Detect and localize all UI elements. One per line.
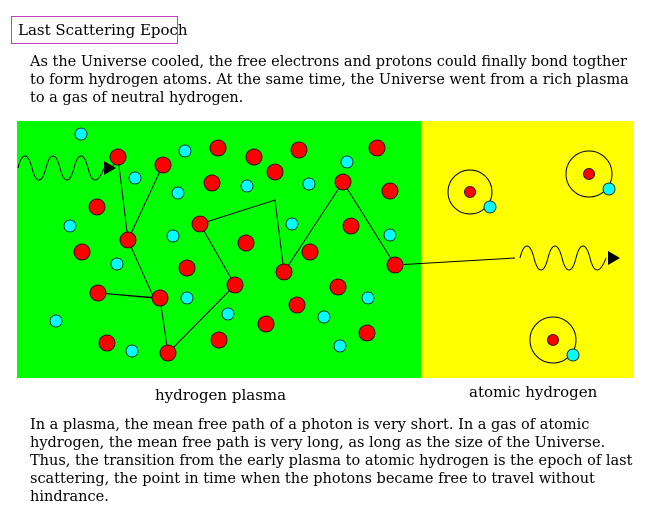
proton [289,297,305,313]
proton [335,174,351,190]
electron [172,187,184,199]
proton [179,260,195,276]
electron [341,156,353,168]
electron [111,258,123,270]
proton [359,325,375,341]
proton [210,140,226,156]
atomic-hydrogen-label: atomic hydrogen [469,383,598,401]
proton [160,345,176,361]
atom-electron [567,349,579,361]
electron [64,220,76,232]
electron [318,311,330,323]
electron [50,315,62,327]
proton [120,232,136,248]
proton [227,277,243,293]
proton [155,157,171,173]
electron [303,178,315,190]
electron [222,308,234,320]
proton [211,332,227,348]
explanation-paragraph: In a plasma, the mean free path of a photon is very short. In a gas of atomic hydrogen, the mean free path is very long, as long as the size of the Universe. Thus, the transition from the early plasma to atomic hydrogen is the epoch of last scattering, the point in time when the photons became free to travel without hindrance. [30,417,633,505]
atomic-hydrogen-region [421,121,634,378]
proton [330,279,346,295]
electron [286,218,298,230]
proton [291,142,307,158]
atom-electron [484,201,496,213]
proton [302,244,318,260]
proton [89,199,105,215]
proton [152,290,168,306]
electron [362,292,374,304]
proton [74,244,90,260]
electron [384,229,396,241]
atom-proton [584,169,595,180]
electron [179,145,191,157]
proton [90,285,106,301]
electron [334,340,346,352]
proton [238,235,254,251]
proton [382,183,398,199]
electron [126,345,138,357]
electron [181,292,193,304]
atom-electron [603,183,615,195]
hydrogen-plasma-label: hydrogen plasma [155,386,287,404]
proton [267,164,283,180]
proton [276,264,292,280]
proton [192,216,208,232]
atom-proton [548,335,559,346]
atom-proton [465,187,476,198]
proton [369,140,385,156]
proton [343,218,359,234]
proton [110,149,126,165]
intro-paragraph: As the Universe cooled, the free electrons and protons could finally bond togther to form hydrogen atoms. At the same time, the Universe went from a rich plasma to a gas of neutral hydrogen. [30,54,629,106]
electron [241,180,253,192]
proton [246,149,262,165]
electron [167,230,179,242]
electron [75,128,87,140]
page-title: Last Scattering Epoch [11,16,178,44]
proton [204,175,220,191]
proton [258,316,274,332]
electron [129,172,141,184]
proton [387,257,403,273]
proton [99,335,115,351]
